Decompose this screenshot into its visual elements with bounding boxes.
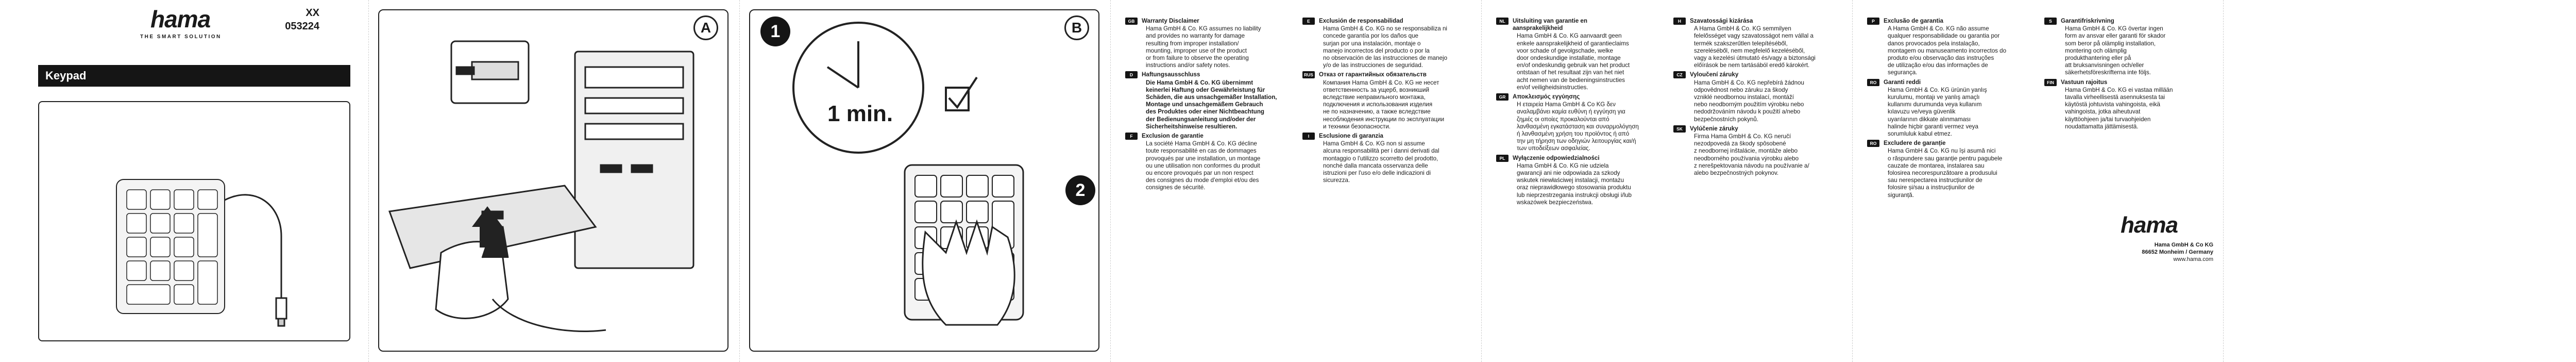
text-column-5 [1867, 18, 2037, 201]
text-column-4 [1673, 18, 1843, 179]
lang-badge-tr: RO [1867, 79, 1879, 86]
letter-a-text: A [700, 20, 711, 36]
pc-tower-illustration [379, 10, 728, 352]
usb-port-callout-icon [451, 41, 529, 103]
brand-logo [150, 5, 210, 33]
lang-badge-ro: RO [1867, 140, 1879, 147]
cable-icon [493, 299, 606, 332]
section-p-title: Exclusão de garantia [1884, 18, 1943, 24]
article-prefix: XX [306, 7, 319, 19]
lang-badge-p: P [1867, 18, 1879, 25]
brand-tagline [140, 34, 222, 40]
product-title: Keypad [45, 69, 87, 82]
section-p [1867, 18, 2037, 77]
illustration-a-frame [378, 9, 728, 352]
section-tr [1867, 79, 2037, 138]
section-sk-body: Firma Hama GmbH & Co. KG neručí nezodpovedá za škody spôsobené z neodbornej inštalácie, montáže alebo neodborného používania výrobku alebo z nerešpektovania návodu na používanie a/ alebo bezpečnostných pokynov. [1694, 133, 1809, 177]
section-pl-body: Hama GmbH & Co. KG nie udziela gwarancji ani nie odpowiada za szkody wskutek niewłaściwej instalacji, montażu oraz nieprawidłowego stosowania produktu lub nieprzestrzegania instrukcji obsługi i/lub wskazówek bezpieczeństwa. [1517, 162, 1632, 206]
section-nl-title: Uitsluiting van garantie en aansprakelijkheid [1513, 18, 1587, 32]
section-s-title: Garantifriskrivning [2061, 18, 2114, 24]
section-pl-head [1496, 155, 1666, 162]
illustration-a-panel [369, 0, 740, 362]
section-gr-title: Αποκλεισμός εγγύησης [1513, 93, 1580, 101]
section-cz-head [1673, 71, 1843, 78]
section-sk [1673, 125, 1843, 177]
step-1-text: 1 [770, 21, 781, 41]
section-s-head [2044, 18, 2214, 25]
text-panel-3 [1853, 0, 2224, 362]
text-column-1 [1125, 18, 1295, 194]
section-rus [1302, 71, 1472, 130]
section-d-head [1125, 71, 1295, 78]
section-nl-body: Hama GmbH & Co. KG aanvaardt geen enkele aansprakelijkheid of garantieclaims voor schade of gevolgschade, welke door ondeskundige installatie, montage en/of ondeskundig gebruik van het product ontstaan of het resultaat zijn van het niet acht nemen van de bedieningsinstructies en/of veiligheidsinstructies. [1517, 32, 1630, 91]
section-d-title: Haftungsausschluss [1142, 71, 1200, 78]
section-i-body: Hama GmbH & Co. KG non si assume alcuna responsabilità per i danni derivati dal montaggio o l'utilizzo scorretto del prodotto, nonché dalla mancata osservanza delle istruzioni per l'uso e/o delle indicazioni di sicurezza. [1323, 140, 1439, 184]
brand-logo-text: hama [150, 6, 211, 32]
address-block [2121, 213, 2213, 263]
section-e-body: Hama GmbH & Co. KG no se responsabiliza ni concede garantía por los daños que surjan por una instalación, montaje o manejo incorrectos del producto o por la no observación de las instrucciones de manejo y/o de las instrucciones de seguridad. [1323, 25, 1448, 69]
step-2-text: 2 [1075, 180, 1086, 200]
lang-badge-h: H [1673, 18, 1686, 25]
address-brand-logo [2121, 213, 2213, 237]
lang-badge-i: I [1302, 133, 1315, 140]
section-rus-body: Компания Hama GmbH & Co. KG не несет ответственность за ущерб, возникший вследствие неправильного монтажа, подключения и использования изделия не по назначению, а также вследствие несоблюдения инструкции по эксплуатации и техники безопасности. [1323, 79, 1445, 130]
product-photo-frame [38, 101, 350, 341]
address-brand-text: hama [2121, 212, 2178, 238]
text-column-6 [2044, 18, 2214, 133]
lang-badge-e: E [1302, 18, 1315, 25]
pc-tower-icon [575, 52, 693, 268]
clock-icon [793, 23, 923, 153]
section-cz-body: Hama GmbH & Co. KG nepřebírá žádnou odpovědnost nebo záruku za škody vzniklé neodbornou instalací, montáží nebo neodborným použitím výrobku nebo nedodržováním návodu k použití a/nebo bezpečnostních pokynů. [1694, 79, 1804, 123]
lang-badge-d: D [1125, 71, 1138, 78]
section-ro-body: Hama GmbH & Co. KG nu își asumă nici o răspundere sau garanție pentru pagubele cauzate de montarea, instalarea sau folosirea necorespunzătoare a produsului sau nerespectarea instrucțiunilor de folosire și/sau a instrucțiunilor de siguranță. [1888, 147, 2003, 199]
section-gr-head [1496, 93, 1666, 101]
section-tr-head [1867, 79, 2037, 86]
section-gb-head [1125, 18, 1295, 25]
text-column-3 [1496, 18, 1666, 208]
section-cz [1673, 71, 1843, 123]
lang-badge-f: F [1125, 133, 1138, 140]
section-sk-title: Vylúčenie záruky [1690, 125, 1738, 132]
text-panel-1 [1111, 0, 1482, 362]
section-nl-head [1496, 18, 1666, 32]
article-number-block [268, 6, 319, 33]
lang-badge-fin: FIN [2044, 79, 2057, 86]
section-f-body: La société Hama GmbH & Co. KG décline toute responsabilité en cas de dommages provoqués par une installation, un montage ou une utilisation non conformes du produit ou encore provoqués par un non respect des consignes du mode d'emploi et/ou des consignes de sécurité. [1146, 140, 1261, 191]
section-tr-body: Hama GmbH & Co. KG ürünün yanlış kurulumu, montajı ve yanlış amaçlı kullanımı durumunda veya kullanım kılavuzu ve/veya güvenlik uyarılarının dikkate alınmaması halinde hiçbir garanti vermez veya sorumluluk kabul etmez. [1888, 86, 1987, 138]
lang-badge-nl: NL [1496, 18, 1509, 25]
company-web: www.hama.com [2173, 256, 2213, 262]
illustration-b-panel [740, 0, 1111, 362]
tagline-text: THE SMART SOLUTION [140, 34, 222, 40]
lang-badge-gr: GR [1496, 93, 1509, 101]
section-i-head [1302, 133, 1472, 140]
section-d-body: Die Hama GmbH & Co. KG übernimmt keinerlei Haftung oder Gewährleistung für Schäden, die aus unsachgemäßer Installation, Montage und unsachgemäßem Gebrauch des Produktes oder einer Nichtbeachtung der Bedienungsanleitung und/oder der Sicherheitshinweise resultieren. [1146, 79, 1277, 130]
section-sk-head [1673, 125, 1843, 133]
section-f-title: Exclusion de garantie [1142, 133, 1204, 140]
section-gb [1125, 18, 1295, 69]
keypad-illustration [39, 102, 350, 341]
section-d [1125, 71, 1295, 130]
section-h-title: Szavatossági kizárása [1690, 18, 1753, 24]
company-name: Hama GmbH & Co KG [2154, 242, 2213, 248]
section-rus-title: Отказ от гарантийных обязательств [1319, 71, 1427, 78]
wait-and-press-illustration [750, 10, 1099, 352]
section-e-title: Exclusión de responsabilidad [1319, 18, 1403, 24]
section-tr-title: Garanti reddi [1884, 78, 1921, 86]
section-h-head [1673, 18, 1843, 25]
lang-badge-cz: CZ [1673, 71, 1686, 78]
article-number: 053224 [285, 21, 319, 32]
section-gb-body: Hama GmbH & Co. KG assumes no liability and provides no warranty for damage resulting from improper installation/ mounting, improper use of the product or from failure to observe the operating instructions and/or safety notes. [1146, 25, 1261, 69]
section-s [2044, 18, 2214, 77]
section-i [1302, 133, 1472, 184]
letter-b-text: B [1071, 20, 1082, 36]
section-cz-title: Vyloučení záruky [1690, 71, 1739, 78]
company-city: 86652 Monheim / Germany [2142, 249, 2213, 255]
cover-panel [0, 0, 369, 362]
section-pl [1496, 155, 1666, 206]
section-p-head [1867, 18, 2037, 25]
section-h [1673, 18, 1843, 69]
usb-cable-icon [225, 195, 286, 326]
section-rus-head [1302, 71, 1472, 78]
section-ro-head [1867, 140, 2037, 147]
section-s-body: Hama GmbH & Co. KG övertar ingen form av ansvar eller garanti för skador som beror på olämplig installation, montering och olämplig produkthantering eller på att bruksanvisningen och/eller säkerhetsföreskrifterna inte följs. [2065, 25, 2166, 76]
section-fin-title: Vastuun rajoitus [2061, 78, 2108, 86]
illustration-b-frame [749, 9, 1099, 352]
section-ro [1867, 140, 2037, 199]
back-cover-panel [2224, 0, 2576, 362]
text-column-2 [1302, 18, 1472, 186]
lang-badge-pl: PL [1496, 155, 1509, 162]
lang-badge-s: S [2044, 18, 2057, 25]
lang-badge-rus: RUS [1302, 71, 1315, 78]
section-fin [2044, 79, 2214, 130]
section-p-body: A Hama GmbH & Co. KG não assume qualquer responsabilidade ou garantia por danos provocados pela instalação, montagem ou manuseamento incorrectos do produto e/ou observação das instruções de utilização e/ou das informações de segurança. [1888, 25, 2007, 76]
wait-time-text: 1 min. [827, 101, 893, 126]
section-e-head [1302, 18, 1472, 25]
section-f-head [1125, 133, 1295, 140]
section-fin-head [2044, 79, 2214, 86]
lang-badge-gb: GB [1125, 18, 1138, 25]
section-h-body: A Hama GmbH & Co. KG semmilyen felelősséget vagy szavatosságot nem vállal a termék szakszerűtlen telepítéséből, szereléséből, nem megfelelő kezeléséből, vagy a kezelési útmutató és/vagy a biztonsági előírások be nem tartásából eredő károkért. [1694, 25, 1816, 69]
lang-badge-sk: SK [1673, 125, 1686, 133]
section-gr-body: Η εταιρεία Hama GmbH & Co KG δεν αναλαμβάνει καμία ευθύνη ή εγγύηση για ζημιές οι οποίες προκαλούνται από λανθασμένη εγκατάσταση και συναρμολόγηση ή λανθασμένη χρήση του προϊόντος ή από την μη τήρηση των οδηγιών λειτουργίας και/ή των υποδείξεων ασφαλείας. [1517, 101, 1639, 152]
text-panel-2 [1482, 0, 1853, 362]
section-ro-title: Excludere de garanție [1884, 140, 1946, 147]
section-nl [1496, 18, 1666, 91]
section-e [1302, 18, 1472, 69]
address-text [2121, 241, 2213, 263]
section-i-title: Esclusione di garanzia [1319, 133, 1383, 140]
section-f [1125, 133, 1295, 192]
checkmark-icon [946, 77, 977, 110]
cover-title-bar [38, 65, 350, 87]
section-gb-title: Warranty Disclaimer [1142, 18, 1199, 24]
section-gr [1496, 93, 1666, 153]
section-pl-title: Wyłączenie odpowiedzialności [1513, 154, 1600, 161]
section-fin-body: Hama GmbH & Co. KG ei vastaa millään tavalla virheellisestä asennuksesta tai käytöstä johtuvista vahingoista, eikä vahingoista, jotka aiheutuvat käyttöohjeen ja/tai turvaohjeiden noudattamatta jättämisestä. [2065, 86, 2173, 130]
